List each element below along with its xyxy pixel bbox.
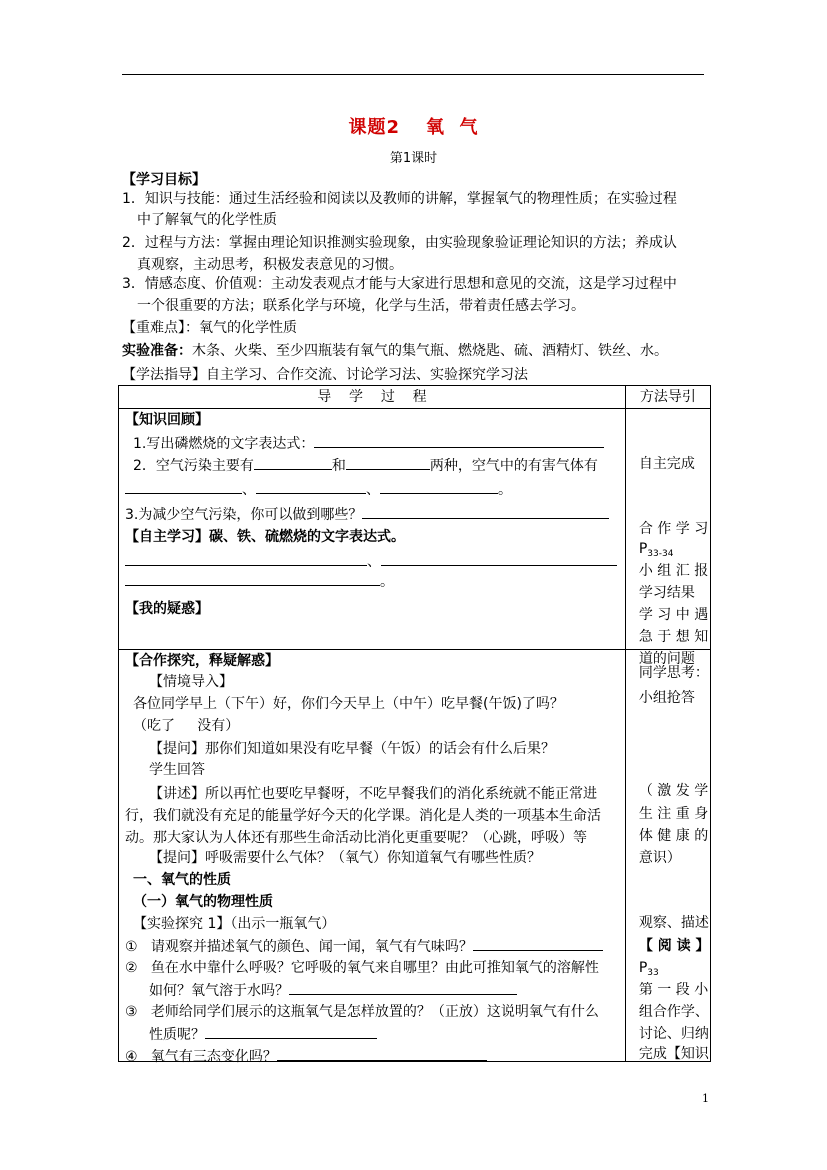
review-q3-text: 3.为减少空气污染，你可以做到哪些？ — [125, 507, 363, 523]
method-e3: （ 激 发 学 — [638, 783, 709, 799]
greeting: 各位同学早上（下午）好，你们今天早上（中午）吃早餐(午饭)了吗？ — [133, 696, 564, 712]
method-r2: 合 作 学 习 — [638, 521, 709, 537]
header-process — [119, 386, 626, 409]
explore-cell — [119, 650, 626, 1065]
review-q1-text: 1.写出磷燃烧的文字表达式： — [133, 436, 315, 452]
experiment-1: 【实验探究 1】（出示一瓶氧气） — [133, 916, 336, 932]
page-subtitle: 第1课时 — [389, 151, 438, 166]
method-r1: 自主完成 — [638, 456, 695, 472]
self-study-blank-1 — [125, 551, 367, 566]
item-2-blank — [289, 980, 517, 995]
section-oxygen-properties: 一、氧气的性质 — [133, 872, 231, 888]
method-r3-p: P — [638, 541, 648, 557]
method-guide: 【学法指导】自主学习、合作交流、讨论学习法、实验探究学习法 — [122, 367, 528, 383]
item-3-text: 性质呢？ — [149, 1027, 205, 1043]
self-study-period: 。 — [380, 574, 394, 590]
goal-3-line-1: 3．情感态度、价值观：主动发表观点才能与大家进行思想和意见的交流，这是学习过程中 — [122, 276, 677, 292]
item-3-line-1: ③ 老师给同学们展示的这瓶氧气是怎样放置的？（正放）这说明氧气有什么 — [125, 1004, 599, 1020]
review-method-cell — [625, 409, 710, 667]
self-study-blank-2 — [381, 551, 617, 566]
method-e11: 组合作学、 — [638, 1004, 709, 1020]
goal-2-line-1: 2．过程与方法：掌握由理论知识推测实验现象，由实验现象验证理论知识的方法；养成认 — [122, 235, 677, 251]
title-lesson: 课题2 — [348, 117, 400, 138]
review-q1-blank — [314, 433, 604, 448]
prep-text: 木条、火柴、至少四瓶装有氧气的集气瓶、燃烧匙、硫、酒精灯、铁丝、水。 — [192, 343, 668, 359]
lecture-text: 【讲述】所以再忙也要吃早餐呀，不吃早餐我们的消化系统就不能正常进行，我们就没有充足的能量学好今天的化学课。消化是人类的一项基本生命活动。那大家认为人体还有那些生命活动比消化更重要呢？（心跳，呼吸）等 — [125, 786, 601, 846]
item-2-line-1: ② 鱼在水中靠什么呼吸？它呼吸的氧气来自哪里？由此可推知氧气的溶解性 — [125, 960, 599, 976]
self-study-blanks-2 — [125, 571, 394, 592]
header-process-label: 导 学 过 程 — [317, 389, 427, 405]
item-4 — [125, 1046, 487, 1067]
review-q2-text-a: 2．空气污染主要有 — [133, 458, 254, 474]
review-q3-blank — [362, 504, 609, 519]
page-title — [0, 113, 827, 139]
item-4-text: ④ 氧气有三态变化吗？ — [125, 1049, 277, 1065]
item-1 — [125, 936, 603, 957]
method-e13: 完成【知识 — [638, 1046, 709, 1062]
section-physical-properties: （一）氧气的物理性质 — [133, 894, 273, 910]
review-gas-blank-1 — [125, 479, 242, 494]
review-sep-1: 、 — [242, 482, 256, 498]
method-e6: 意识） — [638, 850, 681, 866]
review-q2-text-b: 两种，空气中的有害气体有 — [429, 458, 598, 474]
review-q2-blank-1 — [254, 455, 332, 470]
method-e10: 第 一 段 小 — [638, 982, 709, 998]
goal-1-line-1: 1．知识与技能：通过生活经验和阅读以及教师的讲解，掌握氧气的物理性质；在实验过程 — [122, 191, 677, 207]
goal-2-line-2: 真观察，主动思考，积极发表意见的习惯。 — [137, 257, 403, 273]
page-number: 1 — [702, 1092, 709, 1105]
review-q2 — [133, 455, 598, 476]
question-2: 【提问】呼吸需要什么气体？（氧气）你知道氧气有哪些性质？ — [149, 850, 541, 866]
self-study-blanks-1 — [125, 551, 617, 572]
explore-heading: 【合作探究，释疑解惑】 — [125, 653, 279, 669]
self-study-heading: 【自主学习】碳、铁、硫燃烧的文字表达式。 — [125, 529, 405, 545]
method-r4: 小 组 汇 报 — [638, 563, 709, 579]
table-header-row — [119, 386, 711, 409]
item-1-text: ① 请观察并描述氧气的颜色、闻一闻，氧气有气味吗？ — [125, 939, 473, 955]
method-r3-pages: 33-34 — [647, 549, 674, 559]
header-rule — [122, 74, 704, 75]
greeting-answer: （吃了 没有） — [133, 718, 240, 734]
method-e5: 体 健 康 的 — [638, 828, 709, 844]
review-gas-blank-2 — [256, 479, 366, 494]
prep-label: 实验准备： — [122, 343, 192, 359]
item-2-line-2 — [149, 980, 517, 1001]
review-q2-and: 和 — [331, 458, 346, 474]
method-e12: 讨论、归纳 — [638, 1026, 709, 1042]
explore-row — [119, 650, 711, 1062]
goal-3-line-2: 一个很重要的方法；联系化学与环境，化学与生活，带着责任感去学习。 — [137, 298, 585, 314]
self-study-sep: 、 — [367, 554, 381, 570]
review-q2-blank-2 — [346, 455, 430, 470]
method-e8: 【 阅 读 】 — [638, 938, 710, 954]
explore-method-cell — [625, 650, 710, 1062]
item-3-line-2 — [149, 1024, 377, 1045]
method-r8: 道的问题 — [638, 651, 695, 667]
title-topic: 氧 气 — [425, 117, 479, 138]
item-3-blank — [205, 1024, 377, 1039]
method-e7: 观察、描述 — [638, 915, 709, 931]
review-cell — [119, 409, 626, 650]
item-4-blank — [277, 1046, 487, 1061]
review-gas-blank-3 — [380, 479, 498, 494]
method-e4: 生 注 重 身 — [638, 806, 709, 822]
review-q2-gases — [125, 479, 512, 500]
key-points: 【重难点】：氧气的化学性质 — [122, 320, 297, 336]
method-r6: 学 习 中 遇 — [638, 607, 709, 623]
method-r5: 学习结果 — [638, 585, 695, 601]
study-table — [118, 385, 711, 1065]
header-method — [625, 386, 710, 409]
goal-1-line-2: 中了解氧气的化学性质 — [137, 212, 277, 228]
method-e2: 小组抢答 — [638, 690, 695, 706]
review-period-1: 。 — [498, 482, 512, 498]
review-heading: 【知识回顾】 — [125, 412, 209, 428]
student-answer: 学生回答 — [149, 762, 205, 778]
item-1-blank — [473, 936, 603, 951]
review-row — [119, 409, 711, 650]
doubts-heading: 【我的疑惑】 — [125, 601, 209, 617]
scene-intro: 【情境导入】 — [149, 674, 233, 690]
self-study-blank-3 — [125, 571, 380, 586]
method-r7: 急 于 想 知 — [638, 629, 709, 645]
review-q1 — [133, 433, 604, 454]
method-e9-p: P — [638, 960, 648, 976]
review-sep-2: 、 — [366, 482, 380, 498]
method-e1: 同学思考： — [638, 665, 709, 681]
method-e9-page: 33 — [647, 968, 659, 978]
question-1: 【提问】那你们知道如果没有吃早餐（午饭）的话会有什么后果？ — [149, 741, 555, 757]
header-method-label: 方法导引 — [639, 389, 696, 405]
experiment-prep — [122, 341, 668, 361]
review-q3 — [125, 504, 609, 525]
item-2-text: 如何？氧气溶于水吗？ — [149, 983, 289, 999]
goals-heading: 【学习目标】 — [122, 172, 206, 188]
